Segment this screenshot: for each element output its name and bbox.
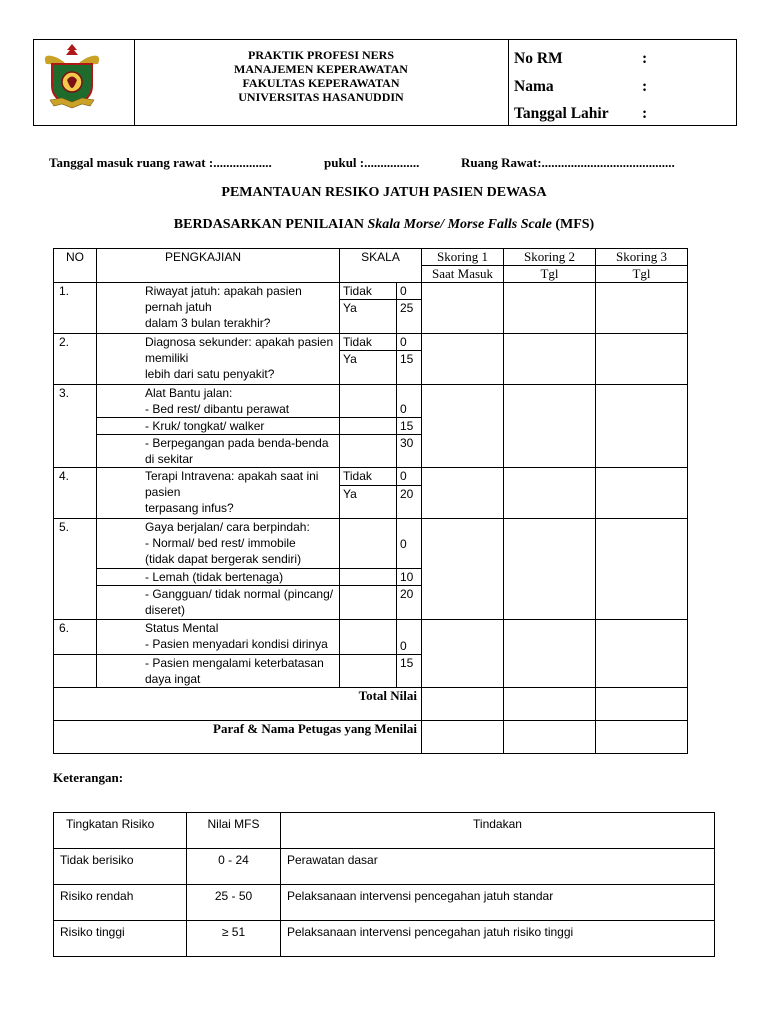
item-number: 5.: [54, 519, 97, 620]
score-value: 0: [397, 620, 422, 655]
total-score-cell[interactable]: [422, 688, 504, 721]
form-header: [33, 39, 737, 126]
field-colon: :: [642, 78, 648, 95]
answer-label: Tidak: [340, 283, 397, 300]
admission-date-field[interactable]: Tanggal masuk ruang rawat :..................: [49, 155, 272, 170]
option-text: - Pasien menyadari kondisi dirinya: [145, 637, 328, 651]
score-value: 0: [397, 334, 422, 351]
answer-label: [340, 569, 397, 586]
score-value: 10: [397, 569, 422, 586]
option-text: - Pasien mengalami keterbatasan daya ingat: [97, 655, 340, 688]
option-text: - Bed rest/ dibantu perawat: [145, 402, 290, 416]
answer-label: Tidak: [340, 334, 397, 351]
answer-label: [340, 435, 397, 468]
score-entry-cell[interactable]: [422, 620, 504, 688]
signature-cell[interactable]: [596, 721, 688, 754]
question-text: Diagnosa sekunder: apakah pasien memiliki lebih dari satu penyakit?: [145, 335, 334, 381]
mfs-range: 25 - 50: [187, 885, 281, 921]
score-value: 0: [397, 519, 422, 569]
option-text: - Lemah (tidak bertenaga): [97, 569, 340, 586]
subtitle-scale-name: Skala Morse/ Morse Falls Scale: [367, 217, 552, 232]
subtitle-prefix: BERDASARKAN PENILAIAN: [173, 217, 368, 232]
action-text: Perawatan dasar: [281, 849, 715, 885]
item-question: [97, 468, 340, 519]
option-text: - Gangguan/ tidak normal (pincang/ diseret): [97, 586, 340, 620]
score-entry-cell[interactable]: [504, 385, 596, 468]
item-question: [97, 385, 340, 418]
field-label-tanggal-lahir: Tanggal Lahir: [514, 105, 609, 122]
answer-label: [340, 655, 397, 688]
answer-label: [340, 586, 397, 620]
risk-level: Tidak berisiko: [54, 849, 187, 885]
answer-label: Tidak: [340, 468, 397, 486]
risk-level: Risiko rendah: [54, 885, 187, 921]
form-subtitle: [0, 217, 768, 233]
header-tingkatan-risiko: Tingkatan Risiko: [54, 813, 187, 849]
score-entry-cell[interactable]: [596, 385, 688, 468]
item-question: [97, 283, 340, 334]
question-title: Gaya berjalan/ cara berpindah:: [145, 520, 310, 534]
institution-line: PRAKTIK PROFESI NERS: [247, 48, 395, 62]
option-text: - Normal/ bed rest/ immobile (tidak dapat bergerak sendiri): [145, 536, 302, 566]
field-label-nama: Nama: [514, 78, 554, 95]
mfs-range: ≥ 51: [187, 921, 281, 957]
score-entry-cell[interactable]: [422, 334, 504, 385]
score-entry-cell[interactable]: [504, 334, 596, 385]
mfs-range: 0 - 24: [187, 849, 281, 885]
field-label-no-rm: No RM: [514, 50, 563, 67]
admission-time-field[interactable]: pukul :.................: [324, 155, 420, 170]
field-colon: :: [642, 50, 648, 67]
header-nilai-mfs: Nilai MFS: [187, 813, 281, 849]
total-score-label: Total Nilai: [54, 688, 422, 721]
institution-title: [134, 40, 509, 125]
score-entry-cell[interactable]: [596, 283, 688, 334]
ward-field[interactable]: Ruang Rawat:.........................................: [461, 155, 675, 170]
score-entry-cell[interactable]: [504, 519, 596, 620]
score-entry-cell[interactable]: [596, 519, 688, 620]
score-value: 0: [397, 385, 422, 418]
header-skoring-2: Skoring 2: [504, 249, 596, 266]
score-value: 20: [397, 486, 422, 519]
header-tindakan: Tindakan: [281, 813, 715, 849]
item-number: 6.: [54, 620, 97, 655]
header-pengkajian: PENGKAJIAN: [97, 249, 340, 283]
total-score-cell[interactable]: [504, 688, 596, 721]
item-question: [97, 620, 340, 655]
header-skoring-1: Skoring 1: [422, 249, 504, 266]
field-colon: :: [642, 105, 648, 122]
answer-label: [340, 519, 397, 569]
signature-cell[interactable]: [504, 721, 596, 754]
item-number-blank: [54, 655, 97, 688]
answer-label: [340, 385, 397, 418]
score-value: 15: [397, 351, 422, 385]
signature-cell[interactable]: [422, 721, 504, 754]
answer-label: [340, 418, 397, 435]
question-title: Status Mental: [145, 621, 219, 635]
score-entry-cell[interactable]: [422, 519, 504, 620]
logo-cell: [34, 40, 135, 125]
risk-level-table: [53, 812, 715, 957]
score-entry-cell[interactable]: [504, 283, 596, 334]
score-entry-cell[interactable]: [596, 468, 688, 519]
option-text: - Kruk/ tongkat/ walker: [97, 418, 340, 435]
score-value: 0: [397, 283, 422, 300]
score-value: 15: [397, 655, 422, 688]
institution-line: FAKULTAS KEPERAWATAN: [242, 76, 400, 90]
institution-line: UNIVERSITAS HASANUDDIN: [238, 90, 404, 104]
score-entry-cell[interactable]: [504, 620, 596, 688]
score-entry-cell[interactable]: [596, 620, 688, 688]
header-no: NO: [54, 249, 97, 283]
assessor-signature-label: Paraf & Nama Petugas yang Menilai: [54, 721, 422, 754]
score-value: 25: [397, 300, 422, 334]
option-text: - Berpegangan pada benda-benda di sekitar: [97, 435, 340, 468]
question-text: Riwayat jatuh: apakah pasien pernah jatuh dalam 3 bulan terakhir?: [145, 284, 302, 330]
score-value: 15: [397, 418, 422, 435]
legend-heading: Keterangan:: [53, 770, 124, 785]
header-tgl: Tgl: [504, 266, 596, 283]
patient-identity-fields: [508, 40, 736, 125]
question-text: Terapi Intravena: apakah saat ini pasien terpasang infus?: [145, 469, 319, 515]
morse-assessment-table: [53, 248, 688, 754]
score-value: 30: [397, 435, 422, 468]
score-value: 0: [397, 468, 422, 486]
header-skoring-3: Skoring 3: [596, 249, 688, 266]
total-score-cell[interactable]: [596, 688, 688, 721]
score-entry-cell[interactable]: [422, 283, 504, 334]
score-entry-cell[interactable]: [422, 385, 504, 468]
score-entry-cell[interactable]: [596, 334, 688, 385]
question-title: Alat Bantu jalan:: [145, 386, 233, 400]
item-number: 3.: [54, 385, 97, 468]
action-text: Pelaksanaan intervensi pencegahan jatuh standar: [281, 885, 715, 921]
risk-level: Risiko tinggi: [54, 921, 187, 957]
university-emblem-icon: [40, 42, 104, 110]
header-saat-masuk: Saat Masuk: [422, 266, 504, 283]
header-skala: SKALA: [340, 249, 422, 283]
item-question: [97, 334, 340, 385]
score-entry-cell[interactable]: [504, 468, 596, 519]
item-number: 2.: [54, 334, 97, 385]
form-title: PEMANTAUAN RESIKO JATUH PASIEN DEWASA: [221, 185, 547, 200]
score-entry-cell[interactable]: [422, 468, 504, 519]
answer-label: Ya: [340, 351, 397, 385]
item-number: 4.: [54, 468, 97, 519]
header-tgl: Tgl: [596, 266, 688, 283]
answer-label: [340, 620, 397, 655]
item-question: [97, 519, 340, 569]
action-text: Pelaksanaan intervensi pencegahan jatuh risiko tinggi: [281, 921, 715, 957]
institution-line: MANAJEMEN KEPERAWATAN: [234, 62, 408, 76]
answer-label: Ya: [340, 300, 397, 334]
subtitle-suffix: (MFS): [551, 217, 595, 232]
answer-label: Ya: [340, 486, 397, 519]
item-number: 1.: [54, 283, 97, 334]
score-value: 20: [397, 586, 422, 620]
